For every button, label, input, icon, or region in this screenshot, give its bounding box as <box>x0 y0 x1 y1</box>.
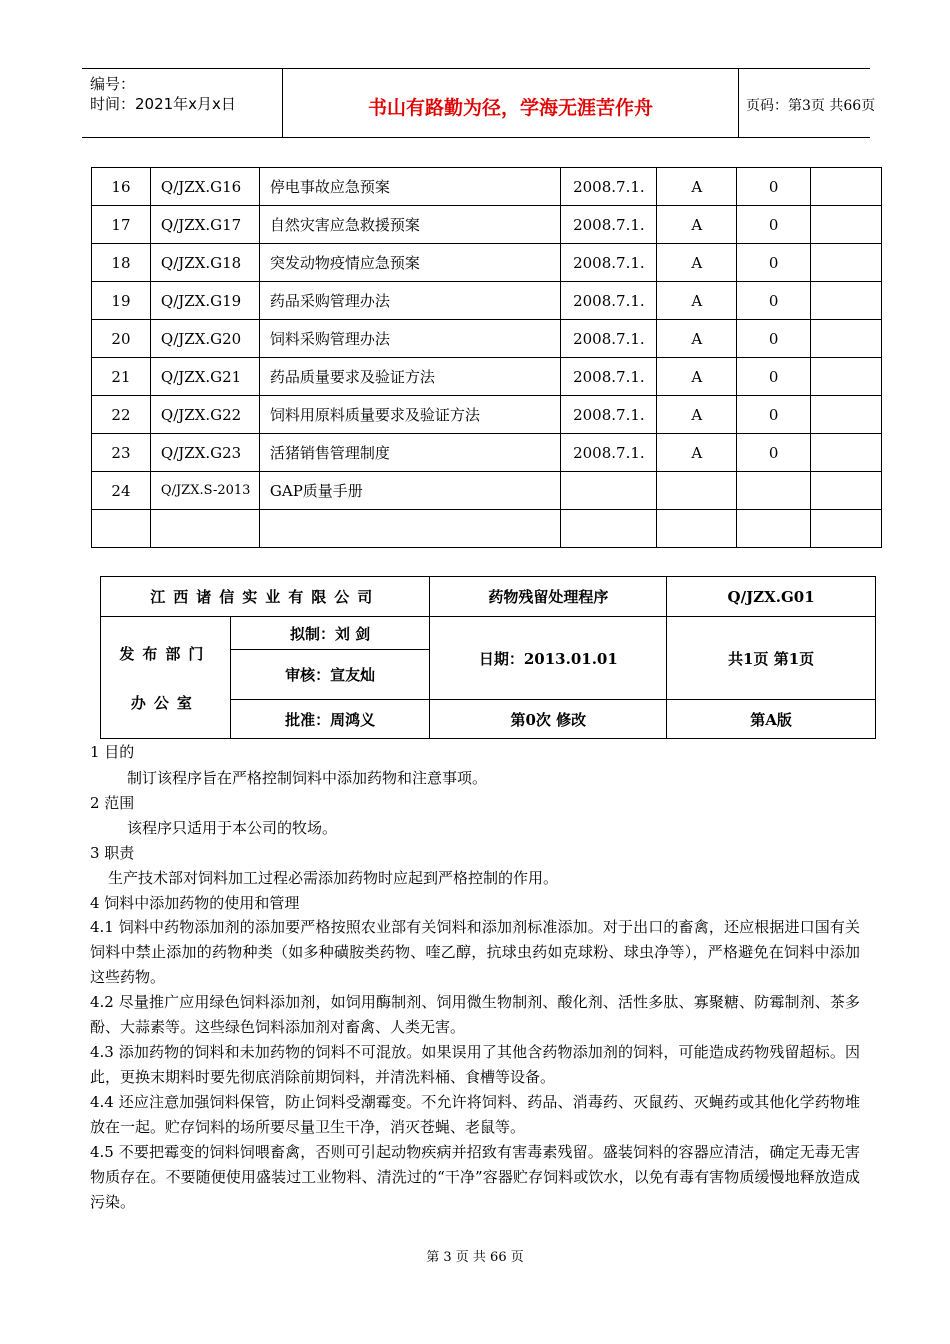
revision-count: 第0次 修改 <box>430 700 667 739</box>
table-row <box>92 510 882 548</box>
cell-rev: 0 <box>737 434 811 472</box>
number-label: 编号： <box>90 75 136 93</box>
cell-rev: 0 <box>737 396 811 434</box>
cell-note <box>811 320 882 358</box>
cell-note <box>811 434 882 472</box>
header-middle <box>282 69 739 137</box>
section-4-title: 4 饲料中添加药物的使用和管理 <box>90 894 300 912</box>
cell-note <box>811 510 882 548</box>
section-2-title: 2 范围 <box>90 794 135 812</box>
cell-name: 药品质量要求及验证方法 <box>259 358 561 396</box>
company-name: 江西诸信实业有限公司 <box>101 577 430 617</box>
cell-no: 20 <box>92 320 151 358</box>
section-1-text: 制订该程序旨在严格控制饲料中添加药物和注意事项。 <box>127 769 488 787</box>
cell-name: 突发动物疫情应急预案 <box>259 244 561 282</box>
cell-no: 22 <box>92 396 151 434</box>
paragraph-4-5: 4.5 不要把霉变的饲料饲喂畜禽，否则可引起动物疾病并招致有害毒素残留。盛装饲料的容器应清洁，确定无毒无害物质存在。不要随便使用盛装过工业物料、清洗过的“干净”容器贮存饲料或饮水，以免有毒有害物质缓慢地释放造成污染。 <box>90 1143 860 1211</box>
cell-no <box>92 510 151 548</box>
cell-version: A <box>657 168 737 206</box>
cell-note <box>811 206 882 244</box>
page-count: 共1页 第1页 <box>667 617 876 700</box>
cell-code: Q/JZX.G18 <box>150 244 259 282</box>
cell-rev <box>737 510 811 548</box>
cell-note <box>811 472 882 510</box>
cell-date: 2008.7.1. <box>561 168 657 206</box>
cell-date: 2008.7.1. <box>561 434 657 472</box>
cell-date: 2008.7.1. <box>561 358 657 396</box>
cell-name: GAP质量手册 <box>259 472 561 510</box>
cell-code <box>150 510 259 548</box>
registry-body <box>92 168 882 548</box>
cell-version: A <box>657 434 737 472</box>
cell-name: 活猪销售管理制度 <box>259 434 561 472</box>
header-right <box>738 69 876 137</box>
section-1-title: 1 目的 <box>90 743 135 761</box>
cell-note <box>811 396 882 434</box>
table-row <box>92 282 882 320</box>
cell-date: 2008.7.1. <box>561 282 657 320</box>
cell-date <box>561 472 657 510</box>
document-registry-table <box>91 167 882 548</box>
issue-date: 日期：2013.01.01 <box>430 617 667 700</box>
cell-rev: 0 <box>737 358 811 396</box>
cell-name: 药品采购管理办法 <box>259 282 561 320</box>
paragraph-4-1: 4.1 饲料中药物添加剂的添加要严格按照农业部有关饲料和添加剂标准添加。对于出口的畜禽，还应根据进口国有关饲料中禁止添加的药物种类（如多种磺胺类药物、喹乙醇，抗球虫药如克球粉、球虫净等），严格避免在饲料中添加这些药物。 <box>90 918 860 986</box>
table-row <box>92 244 882 282</box>
drafted-by: 拟制：刘 剑 <box>230 617 430 650</box>
cell-code: Q/JZX.G22 <box>150 396 259 434</box>
cell-rev: 0 <box>737 168 811 206</box>
cell-name: 饲料用原料质量要求及验证方法 <box>259 396 561 434</box>
section-3-text: 生产技术部对饲料加工过程必需添加药物时应起到严格控制的作用。 <box>108 869 559 887</box>
cell-rev <box>737 472 811 510</box>
cell-no: 19 <box>92 282 151 320</box>
slogan: 书山有路勤为径，学海无涯苦作舟 <box>367 97 653 119</box>
cell-date <box>561 510 657 548</box>
cell-version: A <box>657 206 737 244</box>
cell-date: 2008.7.1. <box>561 396 657 434</box>
page-header <box>82 68 876 138</box>
cell-rev: 0 <box>737 320 811 358</box>
department-value: 办公室 <box>130 693 200 712</box>
cell-note <box>811 358 882 396</box>
cell-code: Q/JZX.G16 <box>150 168 259 206</box>
cell-no: 21 <box>92 358 151 396</box>
cell-note <box>811 244 882 282</box>
cell-code: Q/JZX.G20 <box>150 320 259 358</box>
cell-version: A <box>657 358 737 396</box>
table-row <box>92 396 882 434</box>
page-code: 页码：第3页 共66页 <box>746 98 876 114</box>
cell-name: 自然灾害应急救援预案 <box>259 206 561 244</box>
cell-code: Q/JZX.S-2013 <box>150 472 259 510</box>
table-row <box>92 320 882 358</box>
cell-rev: 0 <box>737 206 811 244</box>
approved-by: 批准：周鸿义 <box>230 700 430 739</box>
cell-name: 饲料采购管理办法 <box>259 320 561 358</box>
document-code: Q/JZX.G01 <box>667 577 876 617</box>
cell-rev: 0 <box>737 282 811 320</box>
section-3-title: 3 职责 <box>90 844 135 862</box>
edition: 第A版 <box>667 700 876 739</box>
cell-no: 24 <box>92 472 151 510</box>
table-row <box>92 206 882 244</box>
paragraph-4-4: 4.4 还应注意加强饲料保管，防止饲料受潮霉变。不允许将饲料、药品、消毒药、灭鼠药、灭蝇药或其他化学药物堆放在一起。贮存饲料的场所要尽量卫生干净，消灭苍蝇、老鼠等。 <box>90 1093 860 1136</box>
section-2-text: 该程序只适用于本公司的牧场。 <box>127 819 338 837</box>
paragraph-4-2: 4.2 尽量推广应用绿色饲料添加剂，如饲用酶制剂、饲用微生物制剂、酸化剂、活性多肽、寡聚糖、防霉制剂、茶多酚、大蒜素等。这些绿色饲料添加剂对畜禽、人类无害。 <box>90 993 860 1036</box>
cell-version: A <box>657 320 737 358</box>
cell-no: 23 <box>92 434 151 472</box>
cell-date: 2008.7.1. <box>561 206 657 244</box>
reviewed-by: 审核：宣友灿 <box>230 650 430 700</box>
cell-note <box>811 168 882 206</box>
cell-code: Q/JZX.G23 <box>150 434 259 472</box>
page-footer: 第 3 页 共 66 页 <box>426 1250 524 1265</box>
cell-note <box>811 282 882 320</box>
cell-no: 17 <box>92 206 151 244</box>
paragraph-4-3: 4.3 添加药物的饲料和未加药物的饲料不可混放。如果误用了其他含药物添加剂的饲料，可能造成药物残留超标。因此，更换末期料时要先彻底消除前期饲料，并清洗料桶、食槽等设备。 <box>90 1043 860 1086</box>
cell-no: 16 <box>92 168 151 206</box>
department-cell <box>101 617 231 739</box>
document-control-table <box>100 576 876 739</box>
cell-version: A <box>657 244 737 282</box>
cell-version <box>657 472 737 510</box>
cell-code: Q/JZX.G17 <box>150 206 259 244</box>
cell-no: 18 <box>92 244 151 282</box>
cell-name: 停电事故应急预案 <box>259 168 561 206</box>
document-title: 药物残留处理程序 <box>430 577 667 617</box>
cell-date: 2008.7.1. <box>561 244 657 282</box>
table-row <box>92 358 882 396</box>
cell-version: A <box>657 396 737 434</box>
cell-rev: 0 <box>737 244 811 282</box>
cell-version: A <box>657 282 737 320</box>
table-row <box>92 434 882 472</box>
cell-date: 2008.7.1. <box>561 320 657 358</box>
cell-name <box>259 510 561 548</box>
table-row <box>92 168 882 206</box>
cell-code: Q/JZX.G19 <box>150 282 259 320</box>
cell-code: Q/JZX.G21 <box>150 358 259 396</box>
header-left <box>82 69 282 137</box>
table-row <box>92 472 882 510</box>
department-label: 发布部门 <box>119 644 212 663</box>
time-label: 时间：2021年x月x日 <box>90 95 236 113</box>
cell-version <box>657 510 737 548</box>
